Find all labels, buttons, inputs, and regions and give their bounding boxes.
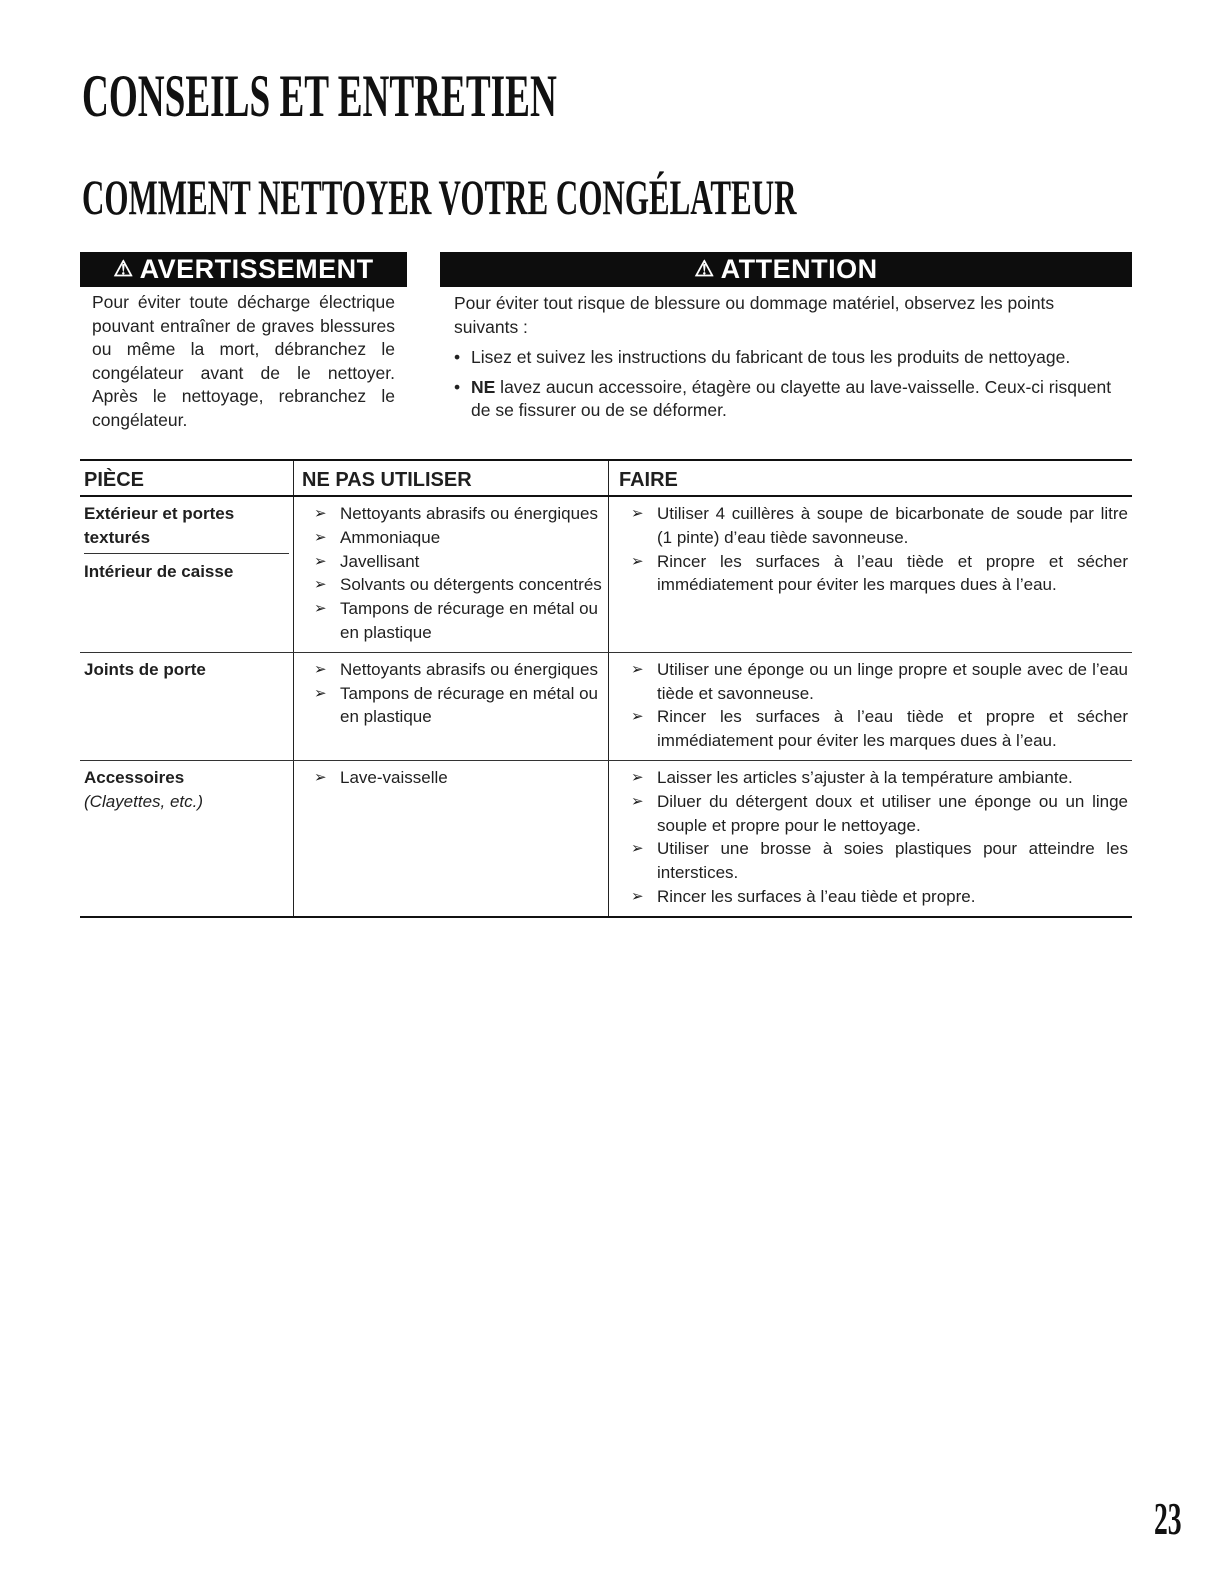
list-item: ➢ Laisser les articles s’ajuster à la température ambiante. [619, 766, 1128, 790]
arrow-bullet-icon: ➢ [631, 792, 644, 810]
arrow-bullet-icon: ➢ [314, 600, 327, 618]
column-header-ne-pas-utiliser: NE PAS UTILISER [294, 460, 609, 496]
list-item: ➢ Diluer du détergent doux et utiliser une éponge ou un linge souple et propre pour le nettoyage. [631, 791, 1128, 835]
column-header-piece: PIÈCE [80, 460, 294, 496]
arrow-bullet-icon: ➢ [314, 660, 327, 678]
piece-name: Extérieur et portes texturés [84, 504, 235, 547]
list-item: ➢ Rincer les surfaces à l’eau tiède et propre et sécher immédiatement pour éviter les marques dues à l’eau. [631, 707, 1128, 751]
ne-pas-utiliser-cell [294, 760, 609, 916]
caution-body [440, 287, 1132, 423]
arrow-bullet-icon: ➢ [631, 708, 644, 726]
caution-intro: Pour éviter tout risque de blessure ou dommage matériel, observez les points suivants : [454, 293, 1055, 337]
piece-note: (Clayettes, etc.) [84, 791, 204, 811]
caution-bullet [454, 346, 1122, 370]
caution-box [440, 252, 1132, 429]
warning-triangle-icon: ⚠ [694, 255, 715, 281]
arrow-bullet-icon: ➢ [314, 768, 327, 786]
arrow-bullet-icon: ➢ [631, 660, 644, 678]
arrow-bullet-icon: ➢ [631, 552, 644, 570]
arrow-bullet-icon: ➢ [631, 505, 644, 522]
arrow-bullet-icon: ➢ [314, 576, 327, 594]
arrow-bullet-icon: ➢ [631, 887, 644, 905]
list-item: ➢ Solvants ou détergents concentrés [302, 573, 604, 597]
faire-cell [609, 652, 1133, 760]
ne-pas-utiliser-cell [294, 496, 609, 652]
bullet-dot-icon: • [454, 376, 461, 397]
piece-cell [80, 496, 294, 652]
list-item: ➢ Nettoyants abrasifs ou énergiques [302, 658, 604, 682]
section-title: COMMENT NETTOYER VOTRE CONGÉLATEUR [82, 169, 797, 225]
warning-box [80, 252, 407, 432]
caution-bullet [454, 376, 1122, 423]
piece-name: Accessoires [84, 767, 185, 787]
piece-name: Intérieur de caisse [84, 561, 234, 581]
arrow-bullet-icon: ➢ [631, 840, 644, 858]
table-header-row [80, 460, 1132, 496]
list-item: ➢ Rincer les surfaces à l’eau tiède et propre. [619, 885, 1128, 909]
cleaning-table [80, 459, 1132, 918]
table-row [80, 652, 1132, 760]
warning-triangle-icon: ⚠ [113, 255, 134, 281]
arrow-bullet-icon: ➢ [314, 684, 327, 702]
list-item: ➢ Nettoyants abrasifs ou énergiques [302, 502, 604, 526]
faire-cell [609, 496, 1133, 652]
table-row [80, 760, 1132, 916]
caution-header [440, 252, 1132, 287]
faire-cell [609, 760, 1133, 916]
warning-label: AVERTISSEMENT [139, 254, 374, 284]
warning-text: Pour éviter toute décharge électrique pouvant entraîner de graves blessures ou même la mort, débranchez le congélateur avant de le nettoyer. Après le nettoyage, rebranchez le congélateur. [92, 292, 395, 430]
list-item: ➢ Ammoniaque [302, 526, 604, 550]
list-item: ➢ Utiliser 4 cuillères à soupe de bicarbonate de soude par litre (1 pinte) d’eau tiède savonneuse. [631, 504, 1128, 547]
piece-name: Joints de porte [84, 659, 206, 679]
page-number: 23 [1154, 1493, 1182, 1544]
piece-cell [80, 760, 294, 916]
list-item: ➢ Tampons de récurage en métal ou en plastique [314, 683, 598, 727]
page-title: CONSEILS ET ENTRETIEN [82, 63, 557, 129]
list-item: ➢ Lave-vaisselle [302, 766, 604, 790]
caution-label: ATTENTION [720, 254, 878, 284]
arrow-bullet-icon: ➢ [314, 505, 327, 522]
arrow-bullet-icon: ➢ [314, 552, 327, 570]
warning-header [80, 252, 407, 287]
bullet-dot-icon: • [454, 347, 461, 367]
table-row [80, 496, 1132, 652]
caution-bullet-bold: NE [471, 376, 496, 397]
ne-pas-utiliser-cell [294, 652, 609, 760]
piece-cell [80, 652, 294, 760]
caution-bullet-text: lavez aucun accessoire, étagère ou clayette au lave-vaisselle. Ceux-ci risquent de se fissurer ou de se déformer. [471, 376, 1112, 420]
list-item: ➢ Utiliser une éponge ou un linge propre et souple avec de l’eau tiède et savonneuse. [631, 659, 1128, 703]
arrow-bullet-icon: ➢ [631, 768, 644, 786]
list-item: ➢ Utiliser une brosse à soies plastiques pour atteindre les interstices. [631, 839, 1128, 883]
list-item: ➢ Tampons de récurage en métal ou en plastique [314, 599, 598, 642]
list-item: ➢ Javellisant [302, 550, 604, 574]
list-item: ➢ Rincer les surfaces à l’eau tiède et propre et sécher immédiatement pour éviter les marques dues à l’eau. [631, 551, 1128, 595]
arrow-bullet-icon: ➢ [314, 528, 327, 546]
caution-bullet-text: Lisez et suivez les instructions du fabricant de tous les produits de nettoyage. [471, 347, 1071, 367]
column-header-faire: FAIRE [609, 460, 1133, 496]
